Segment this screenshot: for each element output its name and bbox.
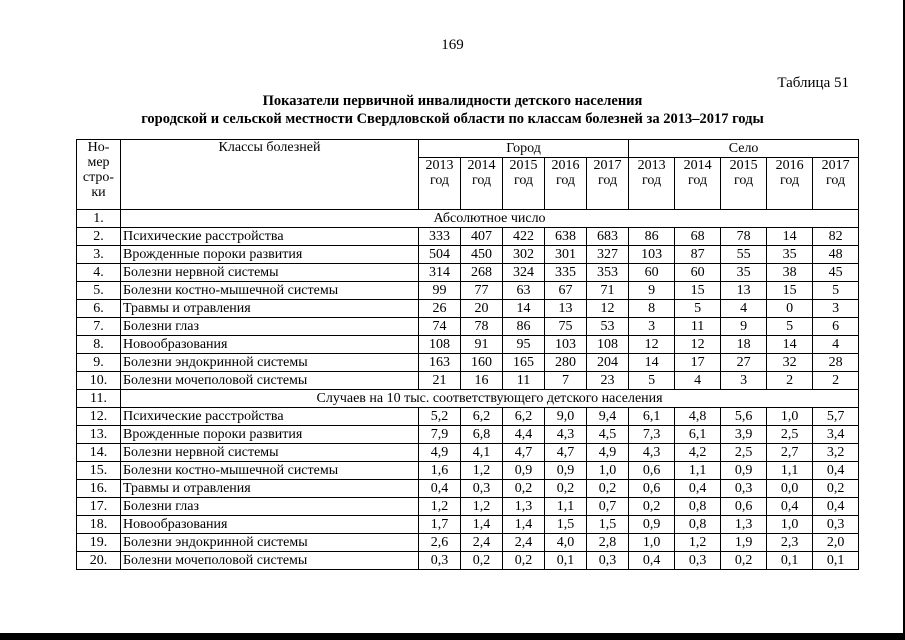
village-value-cell: 2,5: [721, 444, 767, 462]
row-number: 4.: [77, 264, 121, 282]
city-value-cell: 683: [587, 228, 629, 246]
village-value-cell: 28: [813, 354, 859, 372]
village-value-cell: 0,2: [629, 498, 675, 516]
village-group-header: Село: [629, 140, 859, 158]
city-value-cell: 4,7: [503, 444, 545, 462]
year-label: 2017: [593, 158, 622, 173]
village-value-cell: 5: [813, 282, 859, 300]
village-value-cell: 5,6: [721, 408, 767, 426]
city-value-cell: 0,2: [545, 480, 587, 498]
row-number-header-line: Но-: [87, 140, 110, 155]
disease-class: Болезни эндокринной системы: [121, 354, 419, 372]
village-year-header: [675, 158, 721, 210]
section-row: [77, 390, 859, 408]
city-value-cell: 7,9: [419, 426, 461, 444]
row-number: 12.: [77, 408, 121, 426]
city-value-cell: 638: [545, 228, 587, 246]
city-value-cell: 0,3: [587, 552, 629, 570]
year-label: 2016: [551, 158, 580, 173]
city-value-cell: 204: [587, 354, 629, 372]
city-value-cell: 163: [419, 354, 461, 372]
row-number: 14.: [77, 444, 121, 462]
row-number-header-line: мер: [87, 155, 110, 170]
village-value-cell: 6: [813, 318, 859, 336]
table-row: [77, 246, 859, 264]
city-value-cell: 6,2: [503, 408, 545, 426]
city-value-cell: 2,6: [419, 534, 461, 552]
city-value-cell: 95: [503, 336, 545, 354]
village-value-cell: 5: [675, 300, 721, 318]
village-value-cell: 3: [629, 318, 675, 336]
city-value-cell: 13: [545, 300, 587, 318]
city-value-cell: 327: [587, 246, 629, 264]
village-value-cell: 15: [767, 282, 813, 300]
city-value-cell: 407: [461, 228, 503, 246]
section-label: Абсолютное число: [121, 210, 859, 228]
table-row: [77, 318, 859, 336]
disease-class: Болезни нервной системы: [121, 264, 419, 282]
city-value-cell: 99: [419, 282, 461, 300]
village-value-cell: 1,3: [721, 516, 767, 534]
city-value-cell: 450: [461, 246, 503, 264]
city-value-cell: 4,1: [461, 444, 503, 462]
village-value-cell: 14: [629, 354, 675, 372]
village-value-cell: 0: [767, 300, 813, 318]
village-value-cell: 87: [675, 246, 721, 264]
row-number-header-line: стро-: [82, 170, 115, 185]
village-value-cell: 60: [629, 264, 675, 282]
city-value-cell: 4,9: [587, 444, 629, 462]
city-value-cell: 1,5: [545, 516, 587, 534]
village-value-cell: 0,1: [813, 552, 859, 570]
village-value-cell: 14: [767, 228, 813, 246]
village-value-cell: 86: [629, 228, 675, 246]
year-suffix: год: [471, 173, 492, 188]
year-suffix: год: [642, 173, 662, 188]
disease-class: Болезни костно-мышечной системы: [121, 282, 419, 300]
village-value-cell: 8: [629, 300, 675, 318]
disease-class: Травмы и отравления: [121, 480, 419, 498]
row-number: 16.: [77, 480, 121, 498]
city-value-cell: 1,4: [461, 516, 503, 534]
table-row: [77, 426, 859, 444]
village-value-cell: 11: [675, 318, 721, 336]
village-value-cell: 5: [629, 372, 675, 390]
row-number: 8.: [77, 336, 121, 354]
city-value-cell: 4,7: [545, 444, 587, 462]
disease-class: Болезни костно-мышечной системы: [121, 462, 419, 480]
village-value-cell: 3,2: [813, 444, 859, 462]
table-row: [77, 462, 859, 480]
village-value-cell: 9: [629, 282, 675, 300]
title-line-2: городской и сельской местности Свердловской области по классам болезней за 2013–2017 годы: [141, 111, 764, 127]
year-label: 2014: [683, 158, 712, 173]
table-row: [77, 498, 859, 516]
village-value-cell: 13: [721, 282, 767, 300]
city-value-cell: 103: [545, 336, 587, 354]
row-number: 17.: [77, 498, 121, 516]
village-value-cell: 15: [675, 282, 721, 300]
row-number: 5.: [77, 282, 121, 300]
year-suffix: год: [597, 173, 618, 188]
city-year-header: [419, 158, 461, 210]
row-number: 10.: [77, 372, 121, 390]
village-year-header: [629, 158, 675, 210]
city-value-cell: 280: [545, 354, 587, 372]
disease-class: Врожденные пороки развития: [121, 246, 419, 264]
village-value-cell: 2: [813, 372, 859, 390]
city-value-cell: 14: [503, 300, 545, 318]
village-value-cell: 0,6: [629, 462, 675, 480]
disability-table: [76, 139, 859, 570]
table-row: [77, 444, 859, 462]
row-number: 9.: [77, 354, 121, 372]
city-value-cell: 0,9: [545, 462, 587, 480]
disease-class: Болезни глаз: [121, 318, 419, 336]
table-row: [77, 408, 859, 426]
disease-class: Врожденные пороки развития: [121, 426, 419, 444]
disease-class: Болезни эндокринной системы: [121, 534, 419, 552]
city-value-cell: 0,3: [461, 480, 503, 498]
village-value-cell: 17: [675, 354, 721, 372]
village-value-cell: 68: [675, 228, 721, 246]
year-label: 2014: [467, 158, 496, 173]
village-value-cell: 3: [721, 372, 767, 390]
village-value-cell: 12: [675, 336, 721, 354]
village-value-cell: 3: [813, 300, 859, 318]
city-value-cell: 86: [503, 318, 545, 336]
disease-class: Травмы и отравления: [121, 300, 419, 318]
table-row: [77, 300, 859, 318]
city-year-header: [503, 158, 545, 210]
village-value-cell: 0,4: [813, 498, 859, 516]
row-number: 1.: [77, 210, 121, 228]
city-value-cell: 353: [587, 264, 629, 282]
village-value-cell: 6,1: [675, 426, 721, 444]
table-row: [77, 228, 859, 246]
city-value-cell: 2,8: [587, 534, 629, 552]
village-value-cell: 1,0: [629, 534, 675, 552]
row-number: 11.: [77, 390, 121, 408]
disease-class: Психические расстройства: [121, 408, 419, 426]
village-year-header: [813, 158, 859, 210]
village-value-cell: 0,3: [675, 552, 721, 570]
city-value-cell: 71: [587, 282, 629, 300]
city-value-cell: 0,1: [545, 552, 587, 570]
disease-class: Болезни нервной системы: [121, 444, 419, 462]
village-value-cell: 3,4: [813, 426, 859, 444]
year-label: 2013: [637, 158, 666, 173]
year-label: 2017: [821, 158, 850, 173]
disease-class: Психические расстройства: [121, 228, 419, 246]
village-value-cell: 14: [767, 336, 813, 354]
village-value-cell: 18: [721, 336, 767, 354]
village-value-cell: 1,1: [767, 462, 813, 480]
city-value-cell: 324: [503, 264, 545, 282]
village-value-cell: 9: [721, 318, 767, 336]
section-row: [77, 210, 859, 228]
village-value-cell: 4: [813, 336, 859, 354]
village-value-cell: 38: [767, 264, 813, 282]
city-value-cell: 91: [461, 336, 503, 354]
table-row: [77, 354, 859, 372]
city-value-cell: 2,4: [503, 534, 545, 552]
city-value-cell: 53: [587, 318, 629, 336]
village-value-cell: 60: [675, 264, 721, 282]
row-number: 15.: [77, 462, 121, 480]
city-value-cell: 0,2: [503, 552, 545, 570]
city-value-cell: 78: [461, 318, 503, 336]
village-value-cell: 27: [721, 354, 767, 372]
village-value-cell: 4: [721, 300, 767, 318]
year-suffix: год: [826, 173, 846, 188]
city-value-cell: 1,0: [587, 462, 629, 480]
village-value-cell: 0,2: [813, 480, 859, 498]
year-suffix: год: [688, 173, 708, 188]
village-value-cell: 0,8: [675, 498, 721, 516]
city-value-cell: 1,7: [419, 516, 461, 534]
city-value-cell: 9,4: [587, 408, 629, 426]
year-suffix: год: [780, 173, 800, 188]
city-value-cell: 1,2: [461, 462, 503, 480]
city-year-header: [461, 158, 503, 210]
village-year-header: [767, 158, 813, 210]
page-number: 169: [441, 37, 464, 53]
city-value-cell: 301: [545, 246, 587, 264]
year-label: 2015: [729, 158, 758, 173]
row-number: 19.: [77, 534, 121, 552]
village-value-cell: 0,4: [675, 480, 721, 498]
city-value-cell: 1,1: [545, 498, 587, 516]
disease-class: Новообразования: [121, 336, 419, 354]
table-row: [77, 516, 859, 534]
table-number: Таблица 51: [777, 75, 849, 91]
row-number: 3.: [77, 246, 121, 264]
table-row: [77, 264, 859, 282]
city-value-cell: 1,2: [461, 498, 503, 516]
row-number: 13.: [77, 426, 121, 444]
year-suffix: год: [429, 173, 450, 188]
city-value-cell: 4,5: [587, 426, 629, 444]
table-row: [77, 372, 859, 390]
village-value-cell: 0,1: [767, 552, 813, 570]
city-value-cell: 5,2: [419, 408, 461, 426]
city-value-cell: 26: [419, 300, 461, 318]
village-value-cell: 7,3: [629, 426, 675, 444]
section-label: Случаев на 10 тыс. соответствующего детского населения: [121, 390, 859, 408]
village-value-cell: 103: [629, 246, 675, 264]
city-value-cell: 4,4: [503, 426, 545, 444]
village-value-cell: 0,4: [767, 498, 813, 516]
header-row-groups: [77, 140, 859, 158]
city-value-cell: 268: [461, 264, 503, 282]
village-value-cell: 0,3: [813, 516, 859, 534]
city-value-cell: 0,7: [587, 498, 629, 516]
city-value-cell: 4,9: [419, 444, 461, 462]
village-value-cell: 48: [813, 246, 859, 264]
village-value-cell: 35: [767, 246, 813, 264]
city-value-cell: 0,4: [419, 480, 461, 498]
table-row: [77, 336, 859, 354]
village-value-cell: 0,2: [721, 552, 767, 570]
village-value-cell: 35: [721, 264, 767, 282]
village-value-cell: 4: [675, 372, 721, 390]
city-value-cell: 302: [503, 246, 545, 264]
city-value-cell: 9,0: [545, 408, 587, 426]
village-value-cell: 1,1: [675, 462, 721, 480]
city-value-cell: 1,4: [503, 516, 545, 534]
city-value-cell: 6,2: [461, 408, 503, 426]
village-year-header: [721, 158, 767, 210]
city-value-cell: 2,4: [461, 534, 503, 552]
village-value-cell: 1,0: [767, 516, 813, 534]
disease-class: Новообразования: [121, 516, 419, 534]
village-value-cell: 1,0: [767, 408, 813, 426]
village-value-cell: 6,1: [629, 408, 675, 426]
row-number-header: [77, 140, 121, 210]
village-value-cell: 3,9: [721, 426, 767, 444]
year-label: 2013: [425, 158, 454, 173]
city-value-cell: 7: [545, 372, 587, 390]
city-value-cell: 6,8: [461, 426, 503, 444]
village-value-cell: 12: [629, 336, 675, 354]
city-value-cell: 12: [587, 300, 629, 318]
village-value-cell: 0,4: [629, 552, 675, 570]
village-value-cell: 0,6: [721, 498, 767, 516]
city-value-cell: 422: [503, 228, 545, 246]
city-value-cell: 0,2: [587, 480, 629, 498]
city-value-cell: 4,0: [545, 534, 587, 552]
village-value-cell: 0,4: [813, 462, 859, 480]
village-value-cell: 0,9: [721, 462, 767, 480]
city-value-cell: 74: [419, 318, 461, 336]
city-value-cell: 63: [503, 282, 545, 300]
city-year-header: [545, 158, 587, 210]
village-value-cell: 4,2: [675, 444, 721, 462]
city-value-cell: 67: [545, 282, 587, 300]
city-value-cell: 108: [587, 336, 629, 354]
year-label: 2016: [775, 158, 804, 173]
year-suffix: год: [555, 173, 576, 188]
city-value-cell: 0,3: [419, 552, 461, 570]
village-value-cell: 0,3: [721, 480, 767, 498]
title-line-1: Показатели первичной инвалидности детского населения: [262, 93, 643, 109]
row-number: 18.: [77, 516, 121, 534]
row-number: 7.: [77, 318, 121, 336]
village-value-cell: 2: [767, 372, 813, 390]
city-value-cell: 1,6: [419, 462, 461, 480]
city-value-cell: 1,5: [587, 516, 629, 534]
city-value-cell: 20: [461, 300, 503, 318]
table-row: [77, 480, 859, 498]
city-group-header: Город: [419, 140, 629, 158]
village-value-cell: 2,7: [767, 444, 813, 462]
village-value-cell: 1,2: [675, 534, 721, 552]
village-value-cell: 82: [813, 228, 859, 246]
year-suffix: год: [734, 173, 754, 188]
city-value-cell: 77: [461, 282, 503, 300]
city-value-cell: 4,3: [545, 426, 587, 444]
city-value-cell: 314: [419, 264, 461, 282]
village-value-cell: 2,3: [767, 534, 813, 552]
village-value-cell: 0,8: [675, 516, 721, 534]
disease-class: Болезни глаз: [121, 498, 419, 516]
city-value-cell: 23: [587, 372, 629, 390]
city-value-cell: 160: [461, 354, 503, 372]
village-value-cell: 4,3: [629, 444, 675, 462]
village-value-cell: 55: [721, 246, 767, 264]
row-number: 20.: [77, 552, 121, 570]
city-value-cell: 335: [545, 264, 587, 282]
village-value-cell: 1,9: [721, 534, 767, 552]
city-value-cell: 16: [461, 372, 503, 390]
table-row: [77, 534, 859, 552]
village-value-cell: 2,0: [813, 534, 859, 552]
class-header: Классы болезней: [121, 140, 419, 210]
village-value-cell: 78: [721, 228, 767, 246]
village-value-cell: 5,7: [813, 408, 859, 426]
village-value-cell: 4,8: [675, 408, 721, 426]
table-row: [77, 282, 859, 300]
city-value-cell: 0,9: [503, 462, 545, 480]
city-value-cell: 11: [503, 372, 545, 390]
village-value-cell: 0,0: [767, 480, 813, 498]
city-value-cell: 108: [419, 336, 461, 354]
table-title: [0, 92, 905, 128]
city-value-cell: 165: [503, 354, 545, 372]
village-value-cell: 0,6: [629, 480, 675, 498]
city-value-cell: 0,2: [461, 552, 503, 570]
city-value-cell: 333: [419, 228, 461, 246]
city-value-cell: 21: [419, 372, 461, 390]
city-value-cell: 75: [545, 318, 587, 336]
city-value-cell: 1,3: [503, 498, 545, 516]
city-value-cell: 1,2: [419, 498, 461, 516]
row-number: 6.: [77, 300, 121, 318]
row-number-header-line: ки: [91, 185, 106, 200]
city-value-cell: 504: [419, 246, 461, 264]
year-suffix: год: [513, 173, 534, 188]
row-number: 2.: [77, 228, 121, 246]
village-value-cell: 5: [767, 318, 813, 336]
village-value-cell: 0,9: [629, 516, 675, 534]
city-year-header: [587, 158, 629, 210]
table-row: [77, 552, 859, 570]
disease-class: Болезни мочеполовой системы: [121, 372, 419, 390]
village-value-cell: 45: [813, 264, 859, 282]
disease-class: Болезни мочеполовой системы: [121, 552, 419, 570]
village-value-cell: 32: [767, 354, 813, 372]
city-value-cell: 0,2: [503, 480, 545, 498]
village-value-cell: 2,5: [767, 426, 813, 444]
year-label: 2015: [509, 158, 538, 173]
